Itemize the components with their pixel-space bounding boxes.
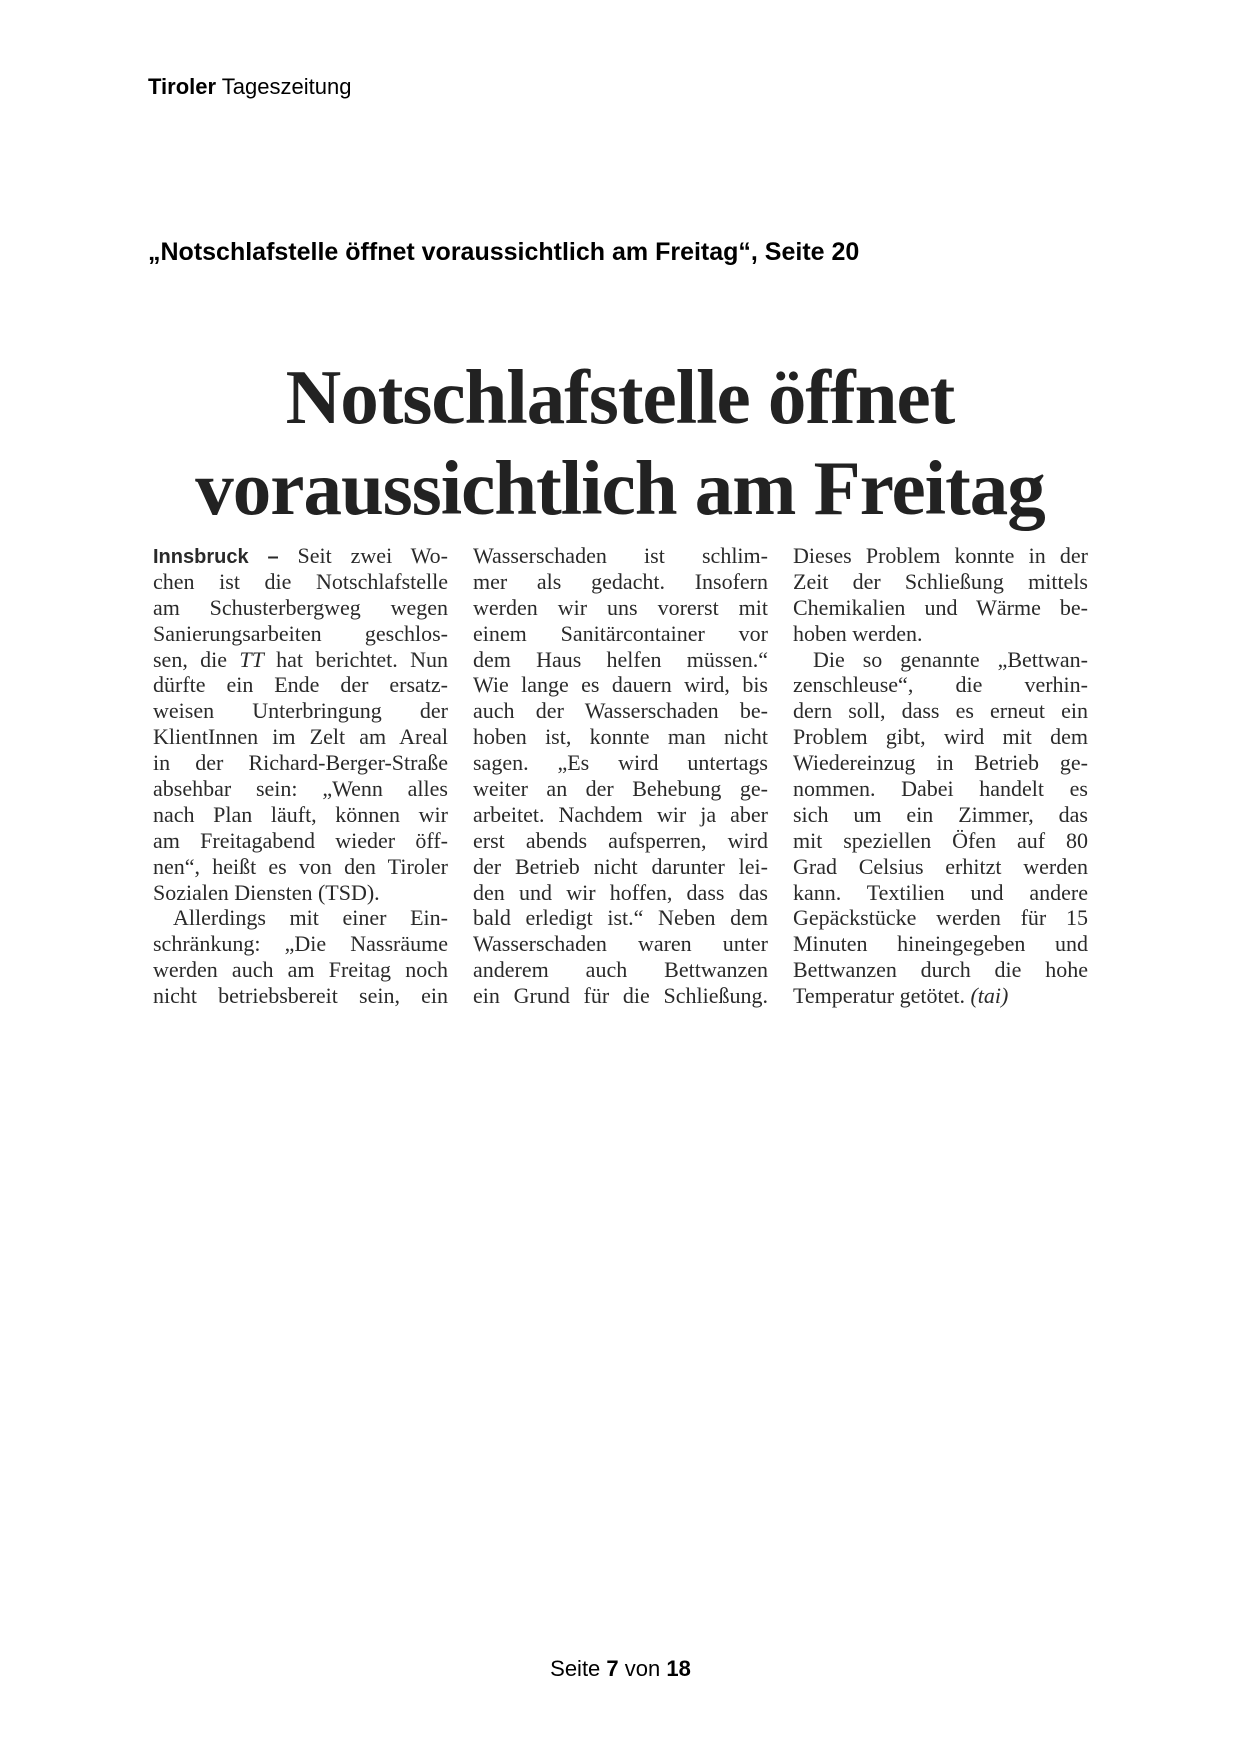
text-segment: hat berichtet. Nun [263,646,448,672]
text-line [153,750,448,776]
text-segment: nommen. Dabei handelt es [793,776,1088,802]
text-line [473,543,768,569]
text-segment: Dieses Problem konnte in der [793,543,1088,568]
article-column-3 [793,543,1088,1009]
text-segment: absehbar sein: „Wenn alles [153,776,448,802]
text-segment: KlientInnen im Zelt am Areal [153,724,448,750]
text-segment: der Betrieb nicht darunter lei- [473,853,768,879]
footer-middle: von [618,1656,667,1681]
text-segment: Allerdings mit einer Ein- [173,905,448,931]
text-segment: einem Sanitärcontainer vor [473,620,768,646]
text-line [473,595,768,621]
text-segment: Sanierungsarbeiten geschlos- [153,620,448,646]
italic-text: TT [239,646,264,672]
text-segment: Minuten hineingegeben und [793,931,1088,957]
article-column-2 [473,543,768,1009]
text-line [793,672,1088,698]
text-segment: am Schusterbergweg wegen [153,594,448,620]
text-segment: Zeit der Schließung mittels [793,568,1088,594]
total-pages: 18 [666,1656,691,1681]
text-line [793,854,1088,880]
text-line [153,698,448,724]
text-line [473,621,768,647]
text-line [793,750,1088,776]
text-line [153,983,448,1009]
text-segment: zenschleuse“, die verhin- [793,672,1088,698]
text-line [153,647,448,673]
text-segment: Die so genannte „Bettwan- [813,646,1088,672]
text-segment: mit speziellen Öfen auf 80 [793,827,1088,853]
text-line [153,880,448,906]
text-line [153,931,448,957]
text-segment: Temperatur getötet. [793,983,971,1009]
publication-name-rest: Tageszeitung [216,74,352,99]
text-segment: nicht betriebsbereit sein, ein [153,983,448,1009]
text-segment: sen, die [153,646,240,672]
text-segment: sagen. „Es wird untertags [473,750,768,776]
text-line [473,905,768,931]
text-segment: Wasserschaden ist schlim- [473,543,768,568]
text-segment: Grad Celsius erhitzt werden [793,853,1088,879]
text-segment: hoben ist, konnte man nicht [473,724,768,750]
text-segment: nach Plan läuft, können wir [153,801,448,827]
headline-line-1: Notschlafstelle öffnet [285,354,955,440]
text-line [793,543,1088,569]
text-segment: werden auch am Freitag noch [153,957,448,983]
publication-name [148,74,351,100]
text-line [153,957,448,983]
text-segment: erst abends aufsperren, wird [473,827,768,853]
text-segment: ein Grund für die Schließung. [473,983,768,1009]
text-line [473,724,768,750]
text-segment: auch der Wasserschaden be- [473,698,768,724]
text-segment: Bettwanzen durch die hohe [793,957,1088,983]
text-segment: Seit zwei Wo- [278,543,449,568]
page-footer [0,1656,1241,1682]
text-line [793,776,1088,802]
text-line [793,880,1088,906]
text-segment: Wie lange es dauern wird, bis [473,672,768,698]
text-line [793,931,1088,957]
text-line [473,957,768,983]
text-segment: Sozialen Diensten (TSD). [153,879,380,905]
text-line [793,828,1088,854]
text-line [153,854,448,880]
text-line [793,698,1088,724]
text-line [153,621,448,647]
text-line [793,569,1088,595]
text-line [153,595,448,621]
article-headline [150,352,1090,534]
italic-text: (tai) [970,983,1009,1009]
text-segment: Wiedereinzug in Betrieb ge- [793,750,1088,776]
text-line [793,905,1088,931]
text-segment: am Freitagabend wieder öff- [153,827,448,853]
text-line [153,569,448,595]
text-line [473,698,768,724]
headline-line-2: voraussichtlich am Freitag [195,445,1045,531]
dateline: Innsbruck – [153,546,279,568]
text-line [793,724,1088,750]
text-segment: dürfte ein Ende der ersatz- [153,672,448,698]
text-line [793,983,1088,1009]
text-line [473,854,768,880]
text-segment: Gepäckstücke werden für 15 [793,905,1088,931]
text-segment: chen ist die Notschlafstelle [153,568,448,594]
text-line [473,750,768,776]
text-segment: den und wir hoffen, dass das [473,879,768,905]
text-line [473,569,768,595]
publication-name-bold: Tiroler [148,74,217,99]
current-page: 7 [606,1656,619,1681]
text-line [153,776,448,802]
text-segment: dern soll, dass es erneut ein [793,698,1088,724]
text-segment: nen“, heißt es von den Tiroler [153,853,448,879]
text-line [153,724,448,750]
text-segment: in der Richard-Berger-Straße [153,750,448,776]
text-line [473,647,768,673]
footer-prefix: Seite [550,1656,607,1681]
text-line [793,595,1088,621]
text-line [473,880,768,906]
text-segment: weisen Unterbringung der [153,698,448,724]
text-segment: Wasserschaden waren unter [473,931,768,957]
text-line [473,828,768,854]
text-segment: Chemikalien und Wärme be- [793,594,1088,620]
text-segment: anderem auch Bettwanzen [473,957,768,983]
article-column-1 [153,543,448,1009]
text-line [473,931,768,957]
text-line [793,621,1088,647]
text-line [473,672,768,698]
text-line [793,957,1088,983]
text-segment: arbeitet. Nachdem wir ja aber [473,801,768,827]
article-reference: „Notschlafstelle öffnet voraussichtlich am Freitag“, Seite 20 [148,238,860,266]
text-segment: dem Haus helfen müssen.“ [473,646,768,672]
text-line [153,802,448,828]
text-line [473,802,768,828]
text-line [153,905,448,931]
text-segment: sich um ein Zimmer, das [793,801,1088,827]
text-segment: kann. Textilien und andere [793,879,1088,905]
text-segment: werden wir uns vorerst mit [473,594,768,620]
text-line [153,672,448,698]
text-line [473,983,768,1009]
text-line [153,543,448,569]
text-segment: Problem gibt, wird mit dem [793,724,1088,750]
text-line [153,828,448,854]
text-segment: weiter an der Behebung ge- [473,776,768,802]
text-line [793,647,1088,673]
text-segment: hoben werden. [793,620,923,646]
text-segment: bald erledigt ist.“ Neben dem [473,905,768,931]
text-line [793,802,1088,828]
text-segment: schränkung: „Die Nassräume [153,931,448,957]
text-line [473,776,768,802]
text-segment: mer als gedacht. Insofern [473,568,768,594]
